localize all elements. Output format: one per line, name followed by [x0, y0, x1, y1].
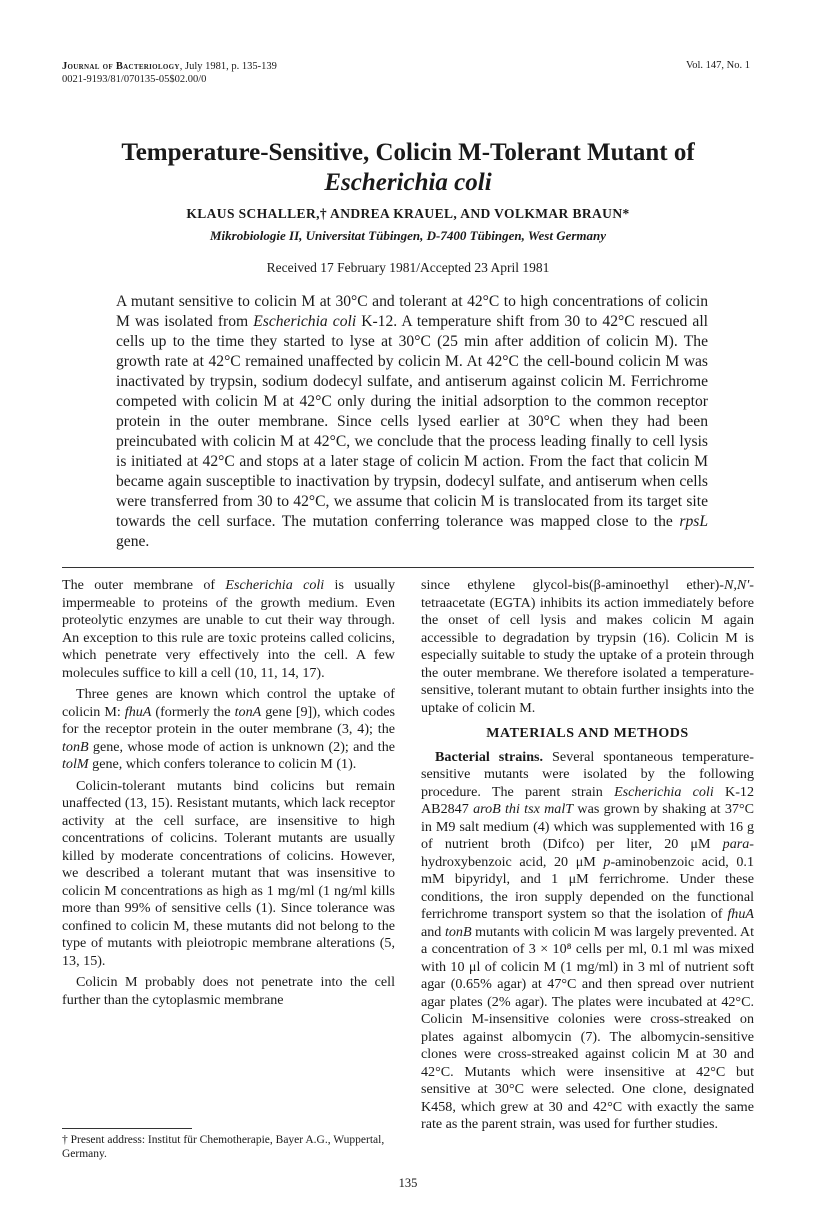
abstract [116, 292, 708, 552]
right-column [421, 577, 754, 1134]
authors: KLAUS SCHALLER,† ANDREA KRAUEL, AND VOLKMAR BRAUN* [186, 206, 630, 221]
text: -aminobenzoic acid, 0.1 mM bipyridyl, and 1 μM ferrichrome. Under these conditions, the iron supply depended on the functional ferrichrome transport system so that the isolation of [421, 853, 754, 922]
gene-name: fhuA [124, 703, 152, 720]
issue-line: , July 1981, p. 135-139 [179, 61, 277, 72]
text: since ethylene glycol-bis(β-aminoethyl ether)- [421, 577, 724, 593]
text: gene, whose mode of action is unknown (2); and the [88, 738, 395, 755]
article-code: 0021-9193/81/070135-05$02.00/0 [62, 74, 207, 85]
text: -hydroxybenzoic acid, 20 μM [421, 836, 754, 870]
article-title [60, 138, 756, 198]
chemical-prefix: N,N' [723, 577, 750, 593]
affiliation: Mikrobiologie II, Universitat Tübingen, D-7400 Tübingen, West Germany [209, 228, 607, 243]
abstract-species: Escherichia coli [253, 313, 357, 330]
abstract-gene: rpsL [679, 513, 708, 530]
section-heading: MATERIALS AND METHODS [486, 726, 689, 741]
paragraph [421, 577, 754, 717]
chemical-prefix: para [722, 836, 750, 852]
species-name: Escherichia coli [225, 577, 325, 593]
gene-name: tonB [444, 923, 472, 940]
text: K-12 AB2847 [421, 783, 754, 817]
text: Several spontaneous temperature-sensitive mutants were isolated by the following procedure. The parent strain [421, 748, 754, 800]
chemical-prefix: p [603, 853, 611, 870]
gene-name: fhuA [727, 906, 754, 922]
paragraph [62, 686, 395, 774]
text: mutants with colicin M was largely prevented. At a concentration of 3 × 10⁸ cells per ml, 0.1 ml was mixed with 10 μl of colicin M (1 mg/ml) in 3 ml of nutrient soft agar (0.65% agar) at 47°C and then spread over nutrient agar plates (2% agar). The plates were incubated at 42°C. Colicin M-insensitive colonies were cross-streaked on plates against albomycin (7). The albomycin-sensitive clones were cross-streaked against colicin M at 30 and 42°C. Mutants which were insensitive at 42°C but sensitive at 30°C were selected. One clone, designated K458, which grew at 30 and 42°C with exactly the same rate as the parent strain, was used for further studies. [421, 923, 754, 1132]
paragraph [62, 577, 395, 682]
paragraph: Colicin M probably does not penetrate into the cell further than the cytoplasmic membrane [62, 974, 395, 1008]
text: (formerly the [151, 703, 235, 720]
run-in-heading: Bacterial strains. [435, 748, 544, 765]
text: -tetraacetate (EGTA) inhibits its action immediately before the onset of cell lysis and makes colicin M again accessible to degradation by trypsin (16). Colicin M is especially suitable to study the uptake of a protein through the outer membrane. We therefore isolated a temperature-sensitive, tolerant mutant to obtain further insights into the uptake of colicin M. [421, 577, 754, 716]
title-line-2: Escherichia coli [324, 169, 492, 196]
text: is usually impermeable to proteins of the growth medium. Even proteolytic enzymes are unable to cut their way through. An exception to this rule are toxic proteins called colicins, which penetrate very effectively into the cell. A few molecules suffice to kill a cell (10, 11, 14, 17). [62, 577, 395, 681]
gene-name: tonB [62, 738, 89, 755]
abstract-text: gene. [116, 533, 150, 550]
text: was grown by shaking at 37°C in M9 salt medium (4) which was supplemented with 16 g of nutrient broth (Difco) per liter, 20 μM [421, 801, 755, 852]
abstract-text: A mutant sensitive to colicin M at 30°C and tolerant at 42°C to high concentrations of colicin M was isolated from [116, 293, 708, 330]
footnote-divider [62, 1128, 192, 1129]
footnote: † Present address: Institut für Chemotherapie, Bayer A.G., Wuppertal, Germany. [62, 1134, 385, 1160]
text: gene [9]), which codes for the receptor protein in the outer membrane (3, 4); the [62, 703, 395, 737]
left-column [62, 577, 395, 1009]
title-line-1: Temperature-Sensitive, Colicin M-Tolerant Mutant of [121, 139, 695, 166]
text: The outer membrane of [62, 577, 226, 593]
species-name: Escherichia coli [614, 783, 714, 800]
page-number: 135 [398, 1176, 418, 1190]
volume-label: Vol. 147, No. 1 [686, 60, 750, 71]
abstract-text: K-12. A temperature shift from 30 to 42°C rescued all cells up to the time they started to lyse at 30°C (25 min after addition of colicin M). The growth rate at 42°C remained unaffected by colicin M. At 42°C the cell-bound colicin M was inactivated by trypsin, sodium dodecyl sulfate, and antiserum against colicin M. Ferrichrome competed with colicin M at 42°C only during the initial adsorption to the common receptor protein in the outer membrane. Since cells lysed earlier at 30°C when they had been preincubated with colicin M at 42°C, we conclude that the process leading finally to cell lysis is initiated at 42°C and stops at a later stage of colicin M action. From the fact that colicin M became again susceptible to inactivation by trypsin, dodecyl sulfate, and antiserum when cells were transferred from 30 to 42°C, we assume that colicin M is translocated from its target site towards the cell surface. The mutation conferring tolerance was mapped close to the [116, 313, 708, 530]
gene-name: tonA [234, 703, 262, 720]
received-date: Received 17 February 1981/Accepted 23 April 1981 [266, 260, 550, 275]
genotype: aroB thi tsx malT [473, 801, 574, 817]
text: Three genes are known which control the uptake of colicin M: [62, 686, 395, 720]
paragraph: Colicin-tolerant mutants bind colicins but remain unaffected (13, 15). Resistant mutants, which lack receptor activity at the cell surface, are insensitive to high concentrations of colicins. Tolerant mutants are usually killed by moderate concentrations of colicins. However, we described a tolerant mutant that was insensitive to colicin M concentrations as high as 1 mg/ml (1 ng/ml kills more than 99% of sensitive cells (1). Since tolerance was confined to colicin M, these mutants did not belong to the type of mutants with pleiotropic membrane alterations (5, 13, 15). [62, 777, 395, 969]
running-header [62, 60, 277, 86]
journal-name: Journal of Bacteriology [62, 61, 180, 72]
paragraph [421, 749, 754, 1134]
gene-name: tolM [62, 756, 89, 772]
text: and [421, 923, 445, 940]
abstract-divider [62, 567, 754, 568]
text: gene, which confers tolerance to colicin M (1). [88, 756, 357, 772]
